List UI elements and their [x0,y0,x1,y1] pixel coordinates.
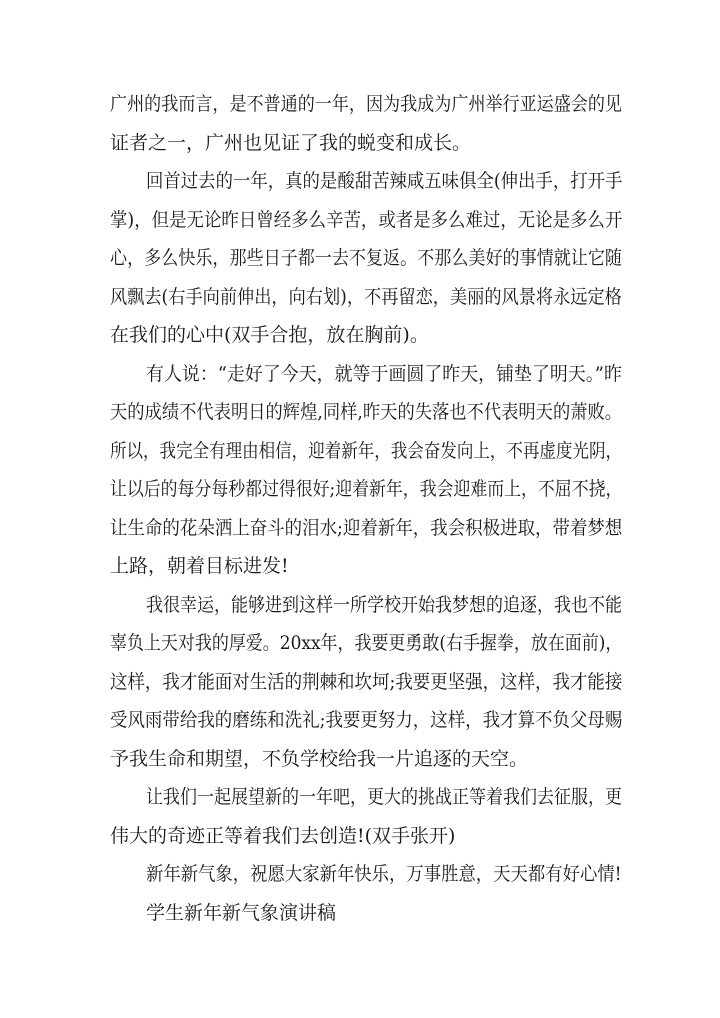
text-line: 掌)，但是无论昨日曾经多么辛苦，或者是多么难过，无论是多么开 [110,209,623,231]
text-line: 这样，我才能面对生活的荆棘和坎坷;我要更坚强，这样，我才能接 [110,671,623,693]
section-title: 学生新年新气象演讲稿 [146,902,337,924]
text-line: 让生命的花朵洒上奋斗的泪水;迎着新年，我会积极进取，带着梦想 [110,517,623,539]
text-line: 予我生命和期望，不负学校给我一片追逐的天空。 [110,748,529,770]
paragraph-start-line: 让我们一起展望新的一年吧，更大的挑战正等着我们去征服，更 [146,786,622,808]
text-line: 证者之一，广州也见证了我的蜕变和成长。 [110,132,472,154]
text-line: 上路，朝着目标进发! [110,555,289,577]
text-line: 风飘去(右手向前伸出，向右划)，不再留恋，美丽的风景将永远定格 [110,286,622,308]
text-line: 让以后的每分每秒都过得很好;迎着新年，我会迎难而上，不屈不挠， [110,478,623,500]
paragraph-start-line: 有人说：“走好了今天，就等于画圆了昨天，铺垫了明天。”昨 [146,363,622,385]
text-line: 辜负上天对我的厚爱。20xx年，我要更勇敢(右手握拳，放在面前)， [110,632,623,654]
text-line: 伟大的奇迹正等着我们去创造!(双手张开) [110,825,456,847]
text-line: 受风雨带给我的磨练和洗礼;我要更努力，这样，我才算不负父母赐 [110,709,623,731]
text-line: 天的成绩不代表明日的辉煌,同样,昨天的失落也不代表明天的萧败。 [110,401,623,423]
text-line: 在我们的心中(双手合抱，放在胸前)。 [110,324,429,346]
text-line: 心，多么快乐，那些日子都一去不复返。不那么美好的事情就让它随 [110,247,622,269]
text-line: 所以，我完全有理由相信，迎着新年，我会奋发向上，不再虚度光阴， [110,440,623,462]
paragraph-start-line: 新年新气象，祝愿大家新年快乐，万事胜意，天天都有好心情! [146,863,622,885]
paragraph-start-line: 我很幸运，能够进到这样一所学校开始我梦想的追逐，我也不能 [146,594,622,616]
paragraph-start-line: 回首过去的一年，真的是酸甜苦辣咸五味俱全(伸出手，打开手 [146,170,623,192]
text-line: 广州的我而言，是不普通的一年，因为我成为广州举行亚运盛会的见 [110,93,622,115]
